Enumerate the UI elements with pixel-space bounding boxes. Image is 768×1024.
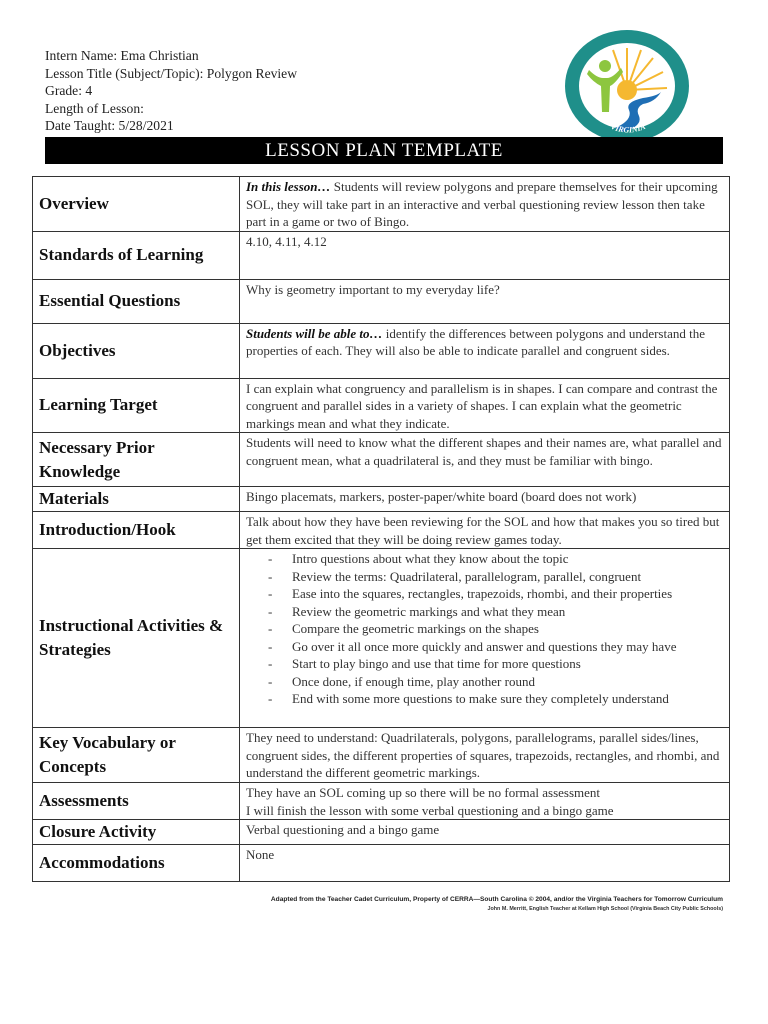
- sun-icon: [617, 80, 637, 100]
- assessments-label: Assessments: [33, 783, 240, 820]
- row-overview: [33, 177, 730, 232]
- row-prior-knowledge: [33, 433, 730, 487]
- lesson-length: Length of Lesson:: [45, 100, 144, 116]
- row-learning-target: [33, 378, 730, 433]
- lesson-title: Lesson Title (Subject/Topic): Polygon Review: [45, 65, 298, 81]
- closure-activity-content: Verbal questioning and a bingo game: [240, 820, 730, 845]
- learning-target-label: Learning Target: [33, 378, 240, 433]
- standards-content: 4.10, 4.11, 4.12: [240, 231, 730, 279]
- row-closure-activity: [33, 820, 730, 845]
- essential-questions-label: Essential Questions: [33, 279, 240, 323]
- overview-text: Students will review polygons and prepare themselves for their upcoming SOL, they will take part in an interactive and verbal questioning review lesson then take part in a game or two of Bingo.: [246, 179, 718, 229]
- row-materials: [33, 487, 730, 512]
- overview-content: [240, 177, 730, 232]
- list-item: - Start to play bingo and use that time for more questions: [268, 655, 723, 673]
- footer-author: John M. Merritt, English Teacher at Kellam High School (Virginia Beach City Public Schools): [487, 906, 723, 912]
- intern-name: Intern Name: Ema Christian: [45, 48, 199, 63]
- accommodations-content: None: [240, 845, 730, 882]
- assessments-content: [240, 783, 730, 820]
- logo-state-text: VIRGINIA: [609, 121, 647, 135]
- objectives-label: Objectives: [33, 323, 240, 378]
- row-accommodations: [33, 845, 730, 882]
- closure-activity-label: Closure Activity: [33, 820, 240, 845]
- list-item: - Compare the geometric markings on the shapes: [268, 620, 723, 638]
- row-objectives: [33, 323, 730, 378]
- introduction-hook-content: Talk about how they have been reviewing for the SOL and how that makes you so tired but get them excited that they will be doing review games today.: [240, 512, 730, 549]
- key-vocabulary-label: Key Vocabulary or Concepts: [33, 728, 240, 783]
- overview-lead: In this lesson…: [246, 179, 331, 194]
- page-title: LESSON PLAN TEMPLATE: [45, 137, 723, 164]
- list-item: - End with some more questions to make sure they completely understand: [268, 690, 723, 708]
- footer-attribution: Adapted from the Teacher Cadet Curriculum, Property of CERRA—South Carolina © 2004, and/or the Virginia Teachers for Tomorrow Curriculum: [270, 896, 723, 903]
- objectives-text: identify the differences between polygons and understand the properties of each. They will also be able to indicate parallel and congruent sides.: [246, 325, 706, 358]
- prior-knowledge-content: Students will need to know what the different shapes and their names are, what parallel and congruent mean, what a quadrilateral is, and they must be familiar with bingo.: [240, 433, 730, 487]
- activities-list: [246, 550, 723, 708]
- standards-label: Standards of Learning: [33, 231, 240, 279]
- list-item: - Review the geometric markings and what they mean: [268, 603, 723, 621]
- row-key-vocabulary: [33, 728, 730, 783]
- list-item: - Intro questions about what they know about the topic: [268, 550, 723, 568]
- essential-questions-content: Why is geometry important to my everyday life?: [240, 279, 730, 323]
- row-introduction-hook: [33, 512, 730, 549]
- materials-content: Bingo placemats, markers, poster-paper/white board (board does not work): [240, 487, 730, 512]
- learning-target-content: I can explain what congruency and parallelism is in shapes. I can compare and contrast the congruent and parallel sides in a variety of shapes. I can explain what the geometric markings mean and what they indicate.: [240, 378, 730, 433]
- introduction-hook-label: Introduction/Hook: [33, 512, 240, 549]
- date-taught: Date Taught: 5/28/2021: [45, 118, 174, 134]
- materials-label: Materials: [33, 487, 240, 512]
- overview-label: Overview: [33, 177, 240, 232]
- objectives-content: [240, 323, 730, 378]
- lesson-header-info: [45, 47, 297, 135]
- assessments-line-1: They have an SOL coming up so there will be no formal assessment: [246, 785, 601, 800]
- list-item: - Ease into the squares, rectangles, trapezoids, rhombi, and their properties: [268, 585, 723, 603]
- list-item: - Once done, if enough time, play another round: [268, 673, 723, 691]
- prior-knowledge-label: Necessary Prior Knowledge: [33, 433, 240, 487]
- row-assessments: [33, 783, 730, 820]
- list-item: - Review the terms: Quadrilateral, parallelogram, parallel, congruent: [268, 568, 723, 586]
- row-standards: [33, 231, 730, 279]
- grade: Grade: 4: [45, 83, 93, 99]
- teachers-for-tomorrow-logo: [563, 28, 692, 144]
- instructional-activities-content: [240, 549, 730, 728]
- assessments-line-2: I will finish the lesson with some verbal questioning and a bingo game: [246, 802, 614, 818]
- row-instructional-activities: [33, 549, 730, 728]
- key-vocabulary-content: They need to understand: Quadrilaterals, polygons, parallelograms, parallel sides/lines, congruent sides, the different properties of squares, trapezoids, rectangles, and rhombi, and understand the different geometric markings.: [240, 728, 730, 783]
- instructional-activities-label: Instructional Activities & Strategies: [33, 549, 240, 728]
- accommodations-label: Accommodations: [33, 845, 240, 882]
- objectives-lead: Students will be able to…: [246, 325, 383, 341]
- list-item: - Go over it all once more quickly and answer and questions they may have: [268, 638, 723, 656]
- row-essential-questions: [33, 279, 730, 323]
- lesson-plan-table: [32, 176, 730, 882]
- logo-arc-text: [563, 28, 647, 30]
